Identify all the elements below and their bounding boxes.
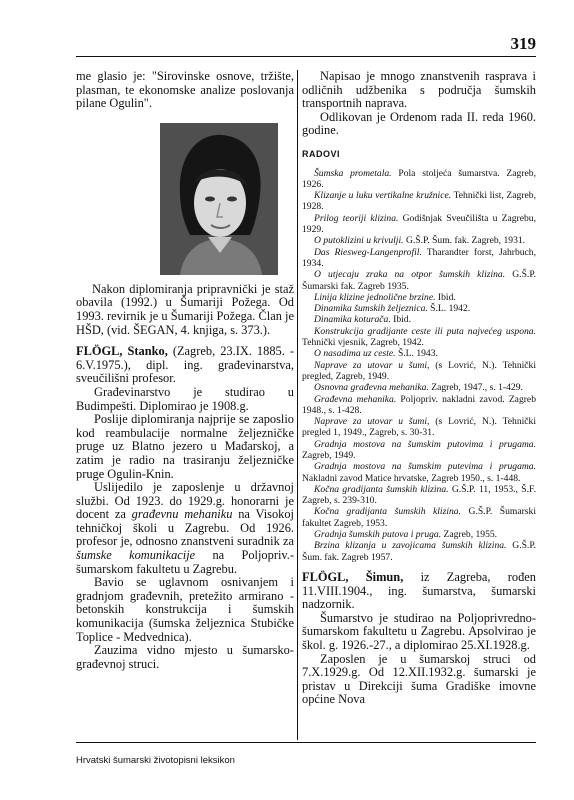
radovi-item (302, 506, 536, 529)
footer-rule (76, 742, 536, 743)
radovi-item-source: Zagreb, 1949. (302, 449, 356, 461)
radovi-item-title: Gradnja mostova na šumskim putovima i prugama. (314, 438, 536, 450)
radovi-item-title: Gradnja mostova na šumskim putevima i prugama. (314, 461, 536, 473)
portrait-icon (160, 123, 278, 275)
entry-simun-name: FLÖGL, Šimun, (302, 569, 404, 584)
right-paragraph-2: Odlikovan je Ordenom rada II. reda 1960. godine. (302, 109, 536, 138)
entry-stanko-name: FLÖGL, Stanko, (76, 344, 168, 359)
stanko-paragraph-5: Zauzima vidno mjesto u šumarsko-građevnoj struci. (76, 643, 294, 671)
radovi-item (302, 326, 536, 349)
radovi-item (302, 348, 536, 359)
radovi-item-source: Pola stoljeća šumarstva. Zagreb, 1926. (302, 167, 536, 190)
column-divider (297, 70, 298, 740)
stanko-p3-em-2: šumske komunikacije (76, 548, 196, 563)
intro-paragraph: me glasio je: "Sirovinske osnove, tržište, plasman, te ekonomske analize poslovanja pilane Ogulin". (76, 69, 294, 111)
stanko-p3-em-1: građevnu mehaniku (131, 507, 233, 522)
page-number: 319 (510, 34, 536, 53)
left-column (76, 70, 294, 671)
simun-paragraph-2: Zaposlen je u šumarskoj struci od 7.X.1929.g. Od 12.XII.1932.g. šumarski je pristav u Direkciji šuma Gradiške imovne općine Nova (302, 651, 536, 707)
radovi-item-title: Kočna gradijanta šumskih klizina. (314, 506, 461, 518)
radovi-item-source: Zagreb, 1947., s. 1-429. (428, 382, 523, 394)
radovi-heading: RADOVI (302, 148, 341, 159)
radovi-item-title: Naprave za utovar u šumi, (314, 416, 430, 428)
radovi-item (302, 382, 536, 393)
radovi-item (302, 540, 536, 563)
radovi-item (302, 484, 536, 507)
radovi-item-source: (s Lovrić, N.). Tehnički pregled 1, 1949., Zagreb, s. 30-31. (302, 416, 537, 439)
radovi-item (302, 168, 536, 191)
radovi-item (302, 314, 536, 325)
footer-text: Hrvatski šumarski životopisni leksikon (76, 755, 235, 766)
radovi-item (302, 292, 536, 303)
stanko-p3-text-c: na Poljopriv.-šumarskom fakultetu u Zagrebu. (76, 548, 294, 576)
entry-stanko-header (76, 345, 294, 386)
radovi-item (302, 303, 536, 314)
radovi-item-title: Brzina klizanja u zavojicama šumskih klizina. (314, 540, 507, 552)
radovi-list (302, 168, 536, 563)
radovi-item (302, 461, 536, 484)
stanko-paragraph-4: Bavio se uglavnom osnivanjem i gradnjom građevnih, pretežito armirano - betonskih konstrukcija i šumskih komunikacija (šumska željeznica Stubičke Toplice - Medvednica). (76, 575, 294, 644)
radovi-item-source: Tehnički list, Zagreb, 1928. (302, 190, 536, 213)
radovi-item (302, 439, 536, 462)
radovi-item-title: Klizanje u luku vertikalne kružnice. (314, 190, 452, 202)
radovi-item-title: O putoklizini u krivulji. (314, 235, 404, 247)
entry-simun-info: iz Zagreba, rođen 11.VIII.1904., ing. šumarstva, šumarski nadzornik. (302, 569, 536, 612)
radovi-item-title: Das Riesweg-Langenprofil. (314, 246, 422, 258)
radovi-item-title: Osnovna građevna mehanika. (314, 382, 429, 394)
radovi-item-source: G.Š.P. Šumarski fakultet Zagreb, 1953. (302, 506, 536, 529)
photo-caption: Nakon diplomiranja pripravnički je staž obavila (1992.) u Šumariji Požega. Od 1993. revirnik je u Šumariji Požega. Član je HŠD, (vid. ŠEGAN, 4. knjiga, s. 373.). (76, 281, 294, 337)
right-column (302, 70, 536, 707)
radovi-item-source: Nakladni zavod Matice hrvatske, Zagreb 1950., s. 1-448. (302, 472, 521, 484)
radovi-item-title: Kočna gradijanta šumskih klizina. (314, 483, 449, 495)
radovi-item-title: Naprave za utovar u šumi, (314, 359, 430, 371)
stanko-paragraph-1: Građevinarstvo je studirao u Budimpešti. Diplomirao je 1908.g. (76, 384, 294, 413)
radovi-item-source: Ibid. (435, 291, 456, 303)
radovi-item-source: Ibid. (390, 314, 412, 326)
radovi-item (302, 269, 536, 292)
radovi-item-source: G.Š.P. Šumarski fak. Zagreb 1935. (302, 269, 536, 292)
radovi-item-source: Š.L. 1943. (395, 348, 438, 360)
radovi-item-title: Konstrukcija gradijante ceste ili puta najvećeg uspona. (314, 325, 536, 337)
radovi-item (302, 360, 536, 383)
stanko-paragraph-3 (76, 481, 294, 576)
radovi-item-title: O utjecaju zraka na otpor šumskih klizina. (314, 269, 506, 281)
radovi-item (302, 190, 536, 213)
radovi-item-source: Zagreb, 1955. (441, 529, 498, 541)
radovi-item-source: Godišnjak Sveučilišta u Zagrebu, 1929. (302, 212, 536, 236)
stanko-p3-text-b: na Visokoj tehničkoj školi u Zagrebu. Od 1926. profesor je, odnosno znanstveni suradnik za (76, 507, 294, 549)
header-rule (76, 56, 536, 57)
radovi-item-title: Dinamika šumskih željeznica. (314, 303, 428, 315)
portrait-photo (160, 123, 278, 275)
radovi-item-title: Šumska prometala. (314, 167, 392, 179)
radovi-item-title: O nasadima uz ceste. (314, 348, 396, 360)
radovi-item-source: Tharandter forst, Jahrbuch, 1934. (302, 246, 537, 269)
stanko-paragraph-2: Poslije diplomiranja najprije se zaposlio kod reambulacije normalne željezničke pruge uz Blatno jezero u Mađarskoj, a zatim je radio na trasiranju željezničke pruge Ogulin-Knin. (76, 412, 294, 481)
entry-stanko-info: (Zagreb, 23.IX. 1885. - 6.V.1975.), dipl. ing. građevinarstva, sveučilišni profesor. (76, 344, 294, 386)
radovi-item-source: Tehnički vjesnik, Zagreb, 1942. (302, 337, 424, 349)
radovi-item (302, 394, 536, 417)
stanko-p3-text-a: Uslijedilo je zaposlenje u državnoj službi. Od 1923. do 1929.g. honorarni je docent za (76, 480, 294, 522)
radovi-item-title: Građevna mehanika. (314, 393, 397, 405)
radovi-item (302, 529, 536, 540)
radovi-item-source: (s Lovrić, N.). Tehnički pregled, Zagreb, 1949. (302, 359, 537, 382)
radovi-item-title: Linija klizine jednolične brzine. (314, 291, 436, 303)
radovi-item-title: Gradnja šumskih putova i pruga. (314, 529, 442, 541)
radovi-item-source: G.Š.P. 11, 1953., Š.F. Zagreb, s. 239-310. (302, 483, 536, 507)
radovi-item-source: Š.L. 1942. (427, 303, 471, 315)
radovi-item-source: G.Š.P. Šum. fak. Zagreb, 1931. (403, 235, 526, 247)
radovi-item-source: Poljopriv. nakladni zavod. Zagreb 1948., s. 1-428. (302, 393, 536, 416)
simun-paragraph-1: Šumarstvo je studirao na Poljoprivredno-šumarskom fakultetu u Zagrebu. Apsolvirao je škol. g. 1926.-27., a diplomirao 25.XI.1928.g. (302, 610, 536, 652)
radovi-item-title: Prilog teoriji klizina. (314, 212, 399, 224)
radovi-item (302, 235, 536, 246)
radovi-item (302, 416, 536, 439)
radovi-item-source: G.Š.P. Šum. fak. Zagreb 1957. (302, 540, 537, 563)
radovi-item-title: Dinamika koturača. (314, 314, 391, 326)
entry-simun-header (302, 571, 536, 612)
right-paragraph-1: Napisao je mnogo znanstvenih rasprava i odličnih udžbenika s područja šumskih transportnih naprava. (302, 69, 536, 111)
radovi-item (302, 213, 536, 236)
radovi-item (302, 247, 536, 270)
